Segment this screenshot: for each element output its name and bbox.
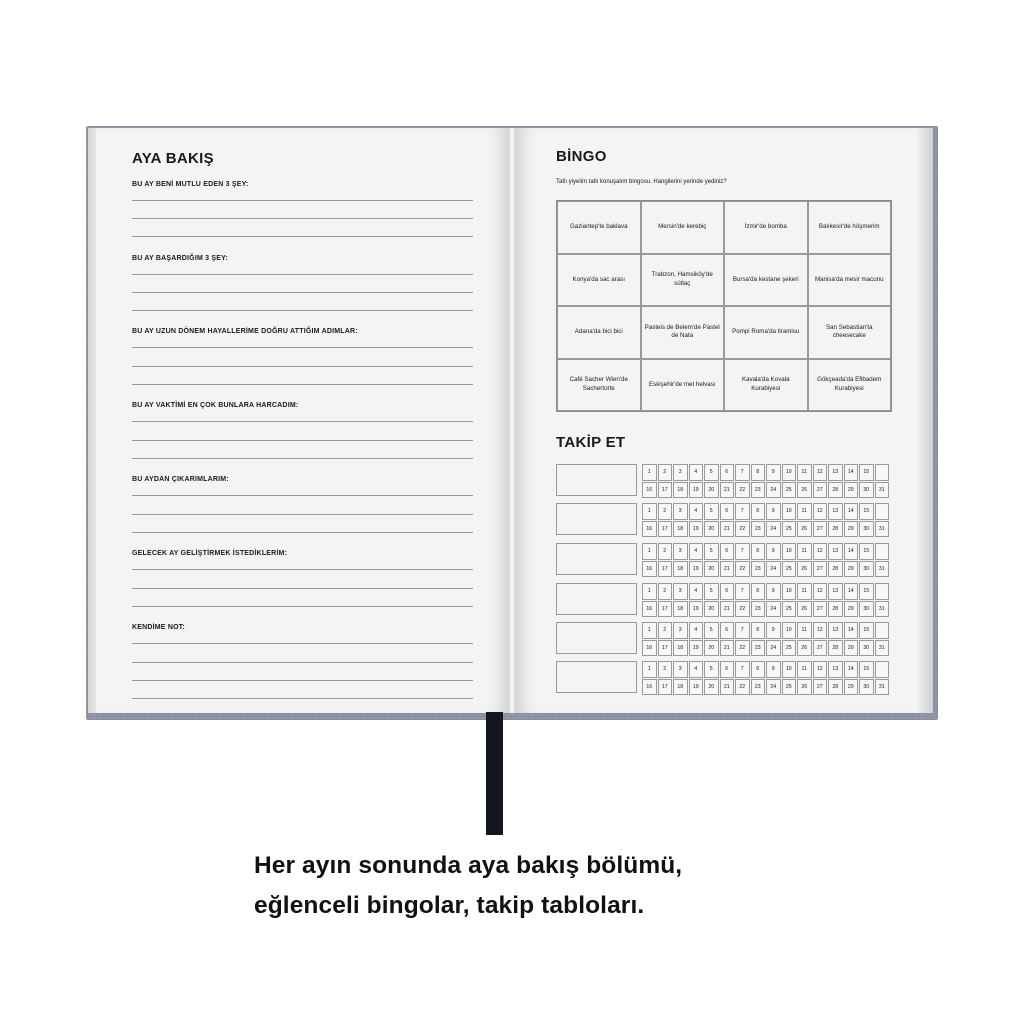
tracker-day-cell[interactable]: 30 — [859, 679, 874, 696]
tracker-day-cell[interactable]: 31 — [875, 640, 890, 657]
left-page-title: AYA BAKIŞ — [132, 150, 214, 167]
tracker-day-cell[interactable]: 18 — [673, 601, 688, 618]
tracker-day-cell[interactable]: 28 — [828, 601, 843, 618]
tracker-habit-box[interactable] — [556, 464, 637, 496]
tracker-day-cell[interactable]: 18 — [673, 521, 688, 538]
tracker-day-cell[interactable]: 23 — [751, 482, 766, 499]
tracker-day-cell[interactable]: 13 — [828, 583, 843, 600]
tracker-day-cell[interactable]: 6 — [720, 503, 735, 520]
tracker-day-cell[interactable]: 1 — [642, 583, 657, 600]
tracker-day-cell[interactable]: 24 — [766, 521, 781, 538]
tracker-row — [556, 464, 893, 498]
tracker-day-cell[interactable]: 5 — [704, 543, 719, 560]
tracker-day-cell[interactable]: 3 — [673, 622, 688, 639]
tracker-day-cell[interactable]: 16 — [642, 640, 657, 657]
tracker-day-cell[interactable]: 10 — [782, 464, 797, 481]
tracker-day-cell[interactable]: 25 — [782, 640, 797, 657]
tracker-day-cell[interactable]: 15 — [859, 583, 874, 600]
tracker-day-cell[interactable]: 9 — [766, 543, 781, 560]
question-label-7: KENDİME NOT: — [132, 624, 185, 631]
tracker-day-cell[interactable]: 7 — [735, 622, 750, 639]
tracker-day-cell[interactable]: 23 — [751, 640, 766, 657]
tracker-day-cell[interactable]: 31 — [875, 521, 890, 538]
tracker-day-cell[interactable]: 3 — [673, 661, 688, 678]
tracker-day-cell[interactable] — [875, 622, 890, 639]
tracker-day-cell[interactable]: 8 — [751, 661, 766, 678]
tracker-day-cell[interactable]: 26 — [797, 640, 812, 657]
tracker-day-cell[interactable]: 22 — [735, 679, 750, 696]
tracker-day-cell[interactable]: 1 — [642, 543, 657, 560]
tracker-day-cell[interactable]: 16 — [642, 601, 657, 618]
writing-line — [132, 698, 473, 699]
tracker-day-cell[interactable]: 28 — [828, 521, 843, 538]
bingo-cell: Adana'da bici bici — [557, 306, 641, 359]
tracker-day-cell[interactable]: 13 — [828, 464, 843, 481]
tracker-day-cell[interactable]: 5 — [704, 464, 719, 481]
tracker-day-cell[interactable]: 16 — [642, 561, 657, 578]
question-label-6: GELECEK AY GELİŞTİRMEK İSTEDİKLERİM: — [132, 550, 288, 557]
tracker-day-cell[interactable]: 6 — [720, 464, 735, 481]
tracker-day-cell[interactable]: 26 — [797, 521, 812, 538]
question-label-2: BU AY BAŞARDIĞIM 3 ŞEY: — [132, 255, 229, 262]
tracker-day-cell[interactable]: 30 — [859, 521, 874, 538]
tracker-day-cell[interactable]: 27 — [813, 640, 828, 657]
tracker-day-cell[interactable]: 13 — [828, 503, 843, 520]
tracker-day-cell[interactable]: 27 — [813, 482, 828, 499]
tracker-day-cell[interactable]: 24 — [766, 561, 781, 578]
bingo-cell: Gaziantep'te baklava — [557, 201, 641, 254]
tracker-day-cell[interactable]: 16 — [642, 521, 657, 538]
tracker-day-cell[interactable]: 1 — [642, 622, 657, 639]
bookmark-ribbon — [486, 712, 503, 835]
tracker-day-cell[interactable]: 19 — [689, 482, 704, 499]
writing-line — [132, 680, 473, 681]
tracker-day-cell[interactable] — [875, 583, 890, 600]
tracker-day-cell[interactable]: 21 — [720, 561, 735, 578]
tracker-day-cell[interactable]: 5 — [704, 583, 719, 600]
tracker-day-grid — [642, 464, 889, 498]
tracker-day-cell[interactable] — [875, 543, 890, 560]
tracker-day-cell[interactable]: 10 — [782, 622, 797, 639]
tracker-day-cell[interactable]: 4 — [689, 583, 704, 600]
tracker-day-cell[interactable]: 17 — [658, 482, 673, 499]
tracker-day-cell[interactable]: 4 — [689, 543, 704, 560]
tracker-day-cell[interactable]: 4 — [689, 464, 704, 481]
tracker-day-cell[interactable]: 30 — [859, 482, 874, 499]
tracker-day-cell[interactable]: 31 — [875, 679, 890, 696]
tracker-day-cell[interactable]: 9 — [766, 503, 781, 520]
tracker-habit-box[interactable] — [556, 622, 637, 654]
tracker-day-cell[interactable]: 7 — [735, 583, 750, 600]
tracker-day-cell[interactable]: 7 — [735, 503, 750, 520]
tracker-day-cell[interactable]: 17 — [658, 679, 673, 696]
bingo-cell: San Sebastian'ta cheesecake — [808, 306, 892, 359]
tracker-day-cell[interactable]: 1 — [642, 503, 657, 520]
tracker-row — [556, 622, 893, 656]
tracker-day-cell[interactable]: 22 — [735, 601, 750, 618]
tracker-day-cell[interactable]: 9 — [766, 583, 781, 600]
tracker-day-cell[interactable]: 23 — [751, 521, 766, 538]
writing-line — [132, 366, 473, 367]
tracker-day-cell[interactable]: 24 — [766, 601, 781, 618]
tracker-day-cell[interactable]: 29 — [844, 521, 859, 538]
tracker-title: TAKİP ET — [556, 434, 626, 451]
tracker-row — [556, 661, 893, 695]
writing-line — [132, 643, 473, 644]
tracker-day-cell[interactable]: 31 — [875, 601, 890, 618]
writing-line — [132, 274, 473, 275]
tracker-day-cell[interactable]: 10 — [782, 583, 797, 600]
tracker-day-cell[interactable]: 9 — [766, 661, 781, 678]
tracker-day-cell[interactable]: 19 — [689, 679, 704, 696]
tracker-day-cell[interactable]: 17 — [658, 601, 673, 618]
tracker-day-cell[interactable]: 2 — [658, 661, 673, 678]
tracker-day-cell[interactable]: 12 — [813, 622, 828, 639]
writing-line — [132, 514, 473, 515]
bingo-cell: Pompi Roma'da tiramisu — [724, 306, 808, 359]
tracker-day-cell[interactable]: 1 — [642, 661, 657, 678]
tracker-day-cell[interactable]: 25 — [782, 561, 797, 578]
tracker-day-cell[interactable]: 16 — [642, 679, 657, 696]
tracker-day-cell[interactable]: 29 — [844, 679, 859, 696]
tracker-day-cell[interactable]: 4 — [689, 622, 704, 639]
writing-line — [132, 606, 473, 607]
tracker-day-cell[interactable]: 3 — [673, 464, 688, 481]
bingo-cell: Pasteis de Belem'de Pastel de Nata — [641, 306, 725, 359]
tracker-day-cell[interactable]: 28 — [828, 561, 843, 578]
tracker-day-cell[interactable]: 8 — [751, 503, 766, 520]
tracker-day-cell[interactable]: 19 — [689, 601, 704, 618]
tracker-habit-box[interactable] — [556, 543, 637, 575]
tracker-day-grid — [642, 622, 889, 656]
question-label-5: BU AYDAN ÇIKARIMLARIM: — [132, 476, 229, 483]
tracker-day-cell[interactable]: 27 — [813, 561, 828, 578]
tracker-day-cell[interactable]: 29 — [844, 482, 859, 499]
tracker-day-grid — [642, 583, 889, 617]
tracker-day-cell[interactable]: 12 — [813, 503, 828, 520]
writing-line — [132, 310, 473, 311]
bingo-cell: Manisa'da mesir macunu — [808, 254, 892, 307]
caption-line-1: Her ayın sonunda aya bakış bölümü, — [254, 852, 683, 879]
tracker-day-cell[interactable]: 15 — [859, 622, 874, 639]
tracker-day-cell[interactable]: 4 — [689, 503, 704, 520]
tracker-day-cell[interactable]: 27 — [813, 679, 828, 696]
tracker-day-cell[interactable]: 11 — [797, 543, 812, 560]
bingo-cell: Kavala'da Kovala Kurabiyesi — [724, 359, 808, 412]
tracker-day-cell[interactable]: 13 — [828, 543, 843, 560]
page-edges-right — [917, 128, 933, 713]
tracker-day-cell[interactable]: 20 — [704, 521, 719, 538]
tracker-day-cell[interactable]: 24 — [766, 679, 781, 696]
tracker-day-cell[interactable]: 7 — [735, 543, 750, 560]
tracker-day-grid — [642, 661, 889, 695]
tracker-day-cell[interactable] — [875, 503, 890, 520]
tracker-day-cell[interactable]: 21 — [720, 482, 735, 499]
tracker-day-cell[interactable]: 29 — [844, 601, 859, 618]
tracker-habit-box[interactable] — [556, 503, 637, 535]
tracker-day-cell[interactable]: 9 — [766, 622, 781, 639]
bingo-cell: Mersin'de kerebiç — [641, 201, 725, 254]
tracker-day-cell[interactable]: 30 — [859, 640, 874, 657]
writing-line — [132, 218, 473, 219]
tracker-day-cell[interactable]: 7 — [735, 661, 750, 678]
tracker-day-cell[interactable]: 16 — [642, 482, 657, 499]
tracker-day-cell[interactable]: 10 — [782, 661, 797, 678]
tracker-day-cell[interactable]: 17 — [658, 640, 673, 657]
tracker-day-cell[interactable]: 6 — [720, 661, 735, 678]
writing-line — [132, 292, 473, 293]
tracker-day-cell[interactable]: 11 — [797, 503, 812, 520]
tracker-day-cell[interactable]: 31 — [875, 561, 890, 578]
tracker-row — [556, 543, 893, 577]
tracker-day-cell[interactable]: 2 — [658, 503, 673, 520]
tracker-day-cell[interactable]: 5 — [704, 661, 719, 678]
tracker-day-cell[interactable]: 5 — [704, 503, 719, 520]
tracker-day-cell[interactable]: 17 — [658, 521, 673, 538]
tracker-day-cell[interactable]: 8 — [751, 543, 766, 560]
tracker-day-cell[interactable]: 22 — [735, 521, 750, 538]
tracker-day-cell[interactable]: 13 — [828, 661, 843, 678]
tracker-day-cell[interactable]: 2 — [658, 622, 673, 639]
tracker-day-cell[interactable] — [875, 661, 890, 678]
tracker-day-cell[interactable]: 11 — [797, 622, 812, 639]
tracker-day-cell[interactable]: 22 — [735, 561, 750, 578]
book-gutter — [508, 128, 516, 713]
tracker-day-cell[interactable]: 1 — [642, 464, 657, 481]
tracker-day-cell[interactable]: 21 — [720, 601, 735, 618]
tracker-day-cell[interactable]: 21 — [720, 521, 735, 538]
tracker-day-cell[interactable]: 26 — [797, 482, 812, 499]
tracker-day-cell[interactable]: 24 — [766, 482, 781, 499]
tracker-day-cell[interactable]: 11 — [797, 583, 812, 600]
tracker-day-cell[interactable]: 3 — [673, 583, 688, 600]
tracker-day-cell[interactable]: 8 — [751, 583, 766, 600]
tracker-day-cell[interactable]: 18 — [673, 640, 688, 657]
writing-line — [132, 532, 473, 533]
tracker-day-cell[interactable]: 11 — [797, 661, 812, 678]
tracker-day-cell[interactable]: 26 — [797, 601, 812, 618]
tracker-day-cell[interactable]: 6 — [720, 543, 735, 560]
tracker-day-cell[interactable]: 5 — [704, 622, 719, 639]
writing-line — [132, 495, 473, 496]
tracker-day-cell[interactable]: 12 — [813, 464, 828, 481]
tracker-day-cell[interactable]: 18 — [673, 679, 688, 696]
tracker-day-cell[interactable]: 31 — [875, 482, 890, 499]
tracker-day-cell[interactable]: 27 — [813, 521, 828, 538]
tracker-day-cell[interactable]: 28 — [828, 679, 843, 696]
tracker-day-cell[interactable]: 7 — [735, 464, 750, 481]
tracker-day-cell[interactable]: 3 — [673, 503, 688, 520]
tracker-day-cell[interactable]: 6 — [720, 622, 735, 639]
tracker-day-cell[interactable]: 10 — [782, 543, 797, 560]
tracker-day-cell[interactable]: 15 — [859, 464, 874, 481]
bingo-title: BİNGO — [556, 148, 607, 165]
tracker-day-cell[interactable]: 11 — [797, 464, 812, 481]
tracker-day-cell[interactable]: 3 — [673, 543, 688, 560]
tracker-day-cell[interactable]: 21 — [720, 679, 735, 696]
tracker-day-cell[interactable]: 12 — [813, 661, 828, 678]
question-label-1: BU AY BENİ MUTLU EDEN 3 ŞEY: — [132, 181, 249, 188]
bingo-grid — [556, 200, 892, 412]
bingo-cell: Balıkesir'de höşmerim — [808, 201, 892, 254]
tracker-day-cell[interactable]: 18 — [673, 482, 688, 499]
tracker-day-cell[interactable]: 8 — [751, 622, 766, 639]
writing-line — [132, 384, 473, 385]
tracker-day-cell[interactable] — [875, 464, 890, 481]
tracker-day-cell[interactable]: 28 — [828, 482, 843, 499]
tracker-day-cell[interactable]: 14 — [844, 464, 859, 481]
tracker-day-cell[interactable]: 15 — [859, 543, 874, 560]
caption-line-2: eğlenceli bingolar, takip tabloları. — [254, 892, 645, 919]
writing-line — [132, 458, 473, 459]
writing-line — [132, 662, 473, 663]
tracker-day-cell[interactable]: 30 — [859, 601, 874, 618]
bingo-cell: Gökçeada'da Efibadem Kurabiyesi — [808, 359, 892, 412]
tracker-day-grid — [642, 543, 889, 577]
tracker-day-cell[interactable]: 20 — [704, 561, 719, 578]
tracker-day-cell[interactable]: 13 — [828, 622, 843, 639]
tracker-habit-box[interactable] — [556, 661, 637, 693]
question-label-3: BU AY UZUN DÖNEM HAYALLERİME DOĞRU ATTIĞIM ADIMLAR: — [132, 328, 358, 335]
tracker-day-cell[interactable]: 15 — [859, 661, 874, 678]
tracker-day-cell[interactable]: 20 — [704, 640, 719, 657]
bingo-cell: Eskişehir'de met helvası — [641, 359, 725, 412]
bingo-cell: Café Sacher Wien'de Sachertorte — [557, 359, 641, 412]
tracker-day-cell[interactable]: 19 — [689, 521, 704, 538]
tracker-day-cell[interactable]: 25 — [782, 482, 797, 499]
tracker-day-cell[interactable]: 17 — [658, 561, 673, 578]
tracker-day-cell[interactable]: 14 — [844, 622, 859, 639]
tracker-day-cell[interactable]: 6 — [720, 583, 735, 600]
tracker-day-cell[interactable]: 22 — [735, 482, 750, 499]
writing-line — [132, 347, 473, 348]
tracker-day-cell[interactable]: 25 — [782, 521, 797, 538]
tracker-day-cell[interactable]: 19 — [689, 561, 704, 578]
tracker-day-cell[interactable]: 22 — [735, 640, 750, 657]
tracker-day-cell[interactable]: 27 — [813, 601, 828, 618]
tracker-day-cell[interactable]: 26 — [797, 679, 812, 696]
bingo-cell: Konya'da sac arası — [557, 254, 641, 307]
writing-line — [132, 588, 473, 589]
tracker-day-cell[interactable]: 10 — [782, 503, 797, 520]
tracker-day-cell[interactable]: 20 — [704, 482, 719, 499]
writing-line — [132, 200, 473, 201]
tracker-row — [556, 583, 893, 617]
tracker-day-cell[interactable]: 28 — [828, 640, 843, 657]
writing-line — [132, 569, 473, 570]
tracker-day-cell[interactable]: 2 — [658, 464, 673, 481]
tracker-day-cell[interactable]: 23 — [751, 561, 766, 578]
tracker-day-cell[interactable]: 20 — [704, 679, 719, 696]
tracker-day-cell[interactable]: 14 — [844, 543, 859, 560]
tracker-day-cell[interactable]: 26 — [797, 561, 812, 578]
tracker-habit-box[interactable] — [556, 583, 637, 615]
tracker-day-cell[interactable]: 4 — [689, 661, 704, 678]
tracker-day-cell[interactable]: 19 — [689, 640, 704, 657]
bingo-cell: İzmir'de bomba — [724, 201, 808, 254]
writing-line — [132, 421, 473, 422]
tracker-day-cell[interactable]: 12 — [813, 543, 828, 560]
tracker-day-cell[interactable]: 8 — [751, 464, 766, 481]
tracker-day-cell[interactable]: 25 — [782, 679, 797, 696]
tracker-day-cell[interactable]: 21 — [720, 640, 735, 657]
tracker-day-grid — [642, 503, 889, 537]
tracker-row — [556, 503, 893, 537]
tracker-day-cell[interactable]: 2 — [658, 543, 673, 560]
tracker-day-cell[interactable]: 29 — [844, 640, 859, 657]
tracker-day-cell[interactable]: 14 — [844, 503, 859, 520]
writing-line — [132, 236, 473, 237]
question-label-4: BU AY VAKTİMİ EN ÇOK BUNLARA HARCADIM: — [132, 402, 299, 409]
bingo-cell: Trabzon, Hamsiköy'de sütlaç — [641, 254, 725, 307]
tracker-day-cell[interactable]: 23 — [751, 679, 766, 696]
tracker-day-cell[interactable]: 9 — [766, 464, 781, 481]
bingo-intro: Tatlı yiyelim tatlı konuşalım bingosu. Hangilerini yerinde yediniz? — [556, 179, 727, 185]
bingo-cell: Bursa'da kestane şekeri — [724, 254, 808, 307]
tracker-day-cell[interactable]: 25 — [782, 601, 797, 618]
writing-line — [132, 440, 473, 441]
tracker-day-cell[interactable]: 20 — [704, 601, 719, 618]
tracker-day-cell[interactable]: 2 — [658, 583, 673, 600]
tracker-day-cell[interactable]: 18 — [673, 561, 688, 578]
tracker-day-cell[interactable]: 14 — [844, 583, 859, 600]
tracker-day-cell[interactable]: 30 — [859, 561, 874, 578]
tracker-day-cell[interactable]: 12 — [813, 583, 828, 600]
tracker-day-cell[interactable]: 29 — [844, 561, 859, 578]
tracker-day-cell[interactable]: 24 — [766, 640, 781, 657]
tracker-day-cell[interactable]: 15 — [859, 503, 874, 520]
tracker-day-cell[interactable]: 14 — [844, 661, 859, 678]
tracker-day-cell[interactable]: 23 — [751, 601, 766, 618]
